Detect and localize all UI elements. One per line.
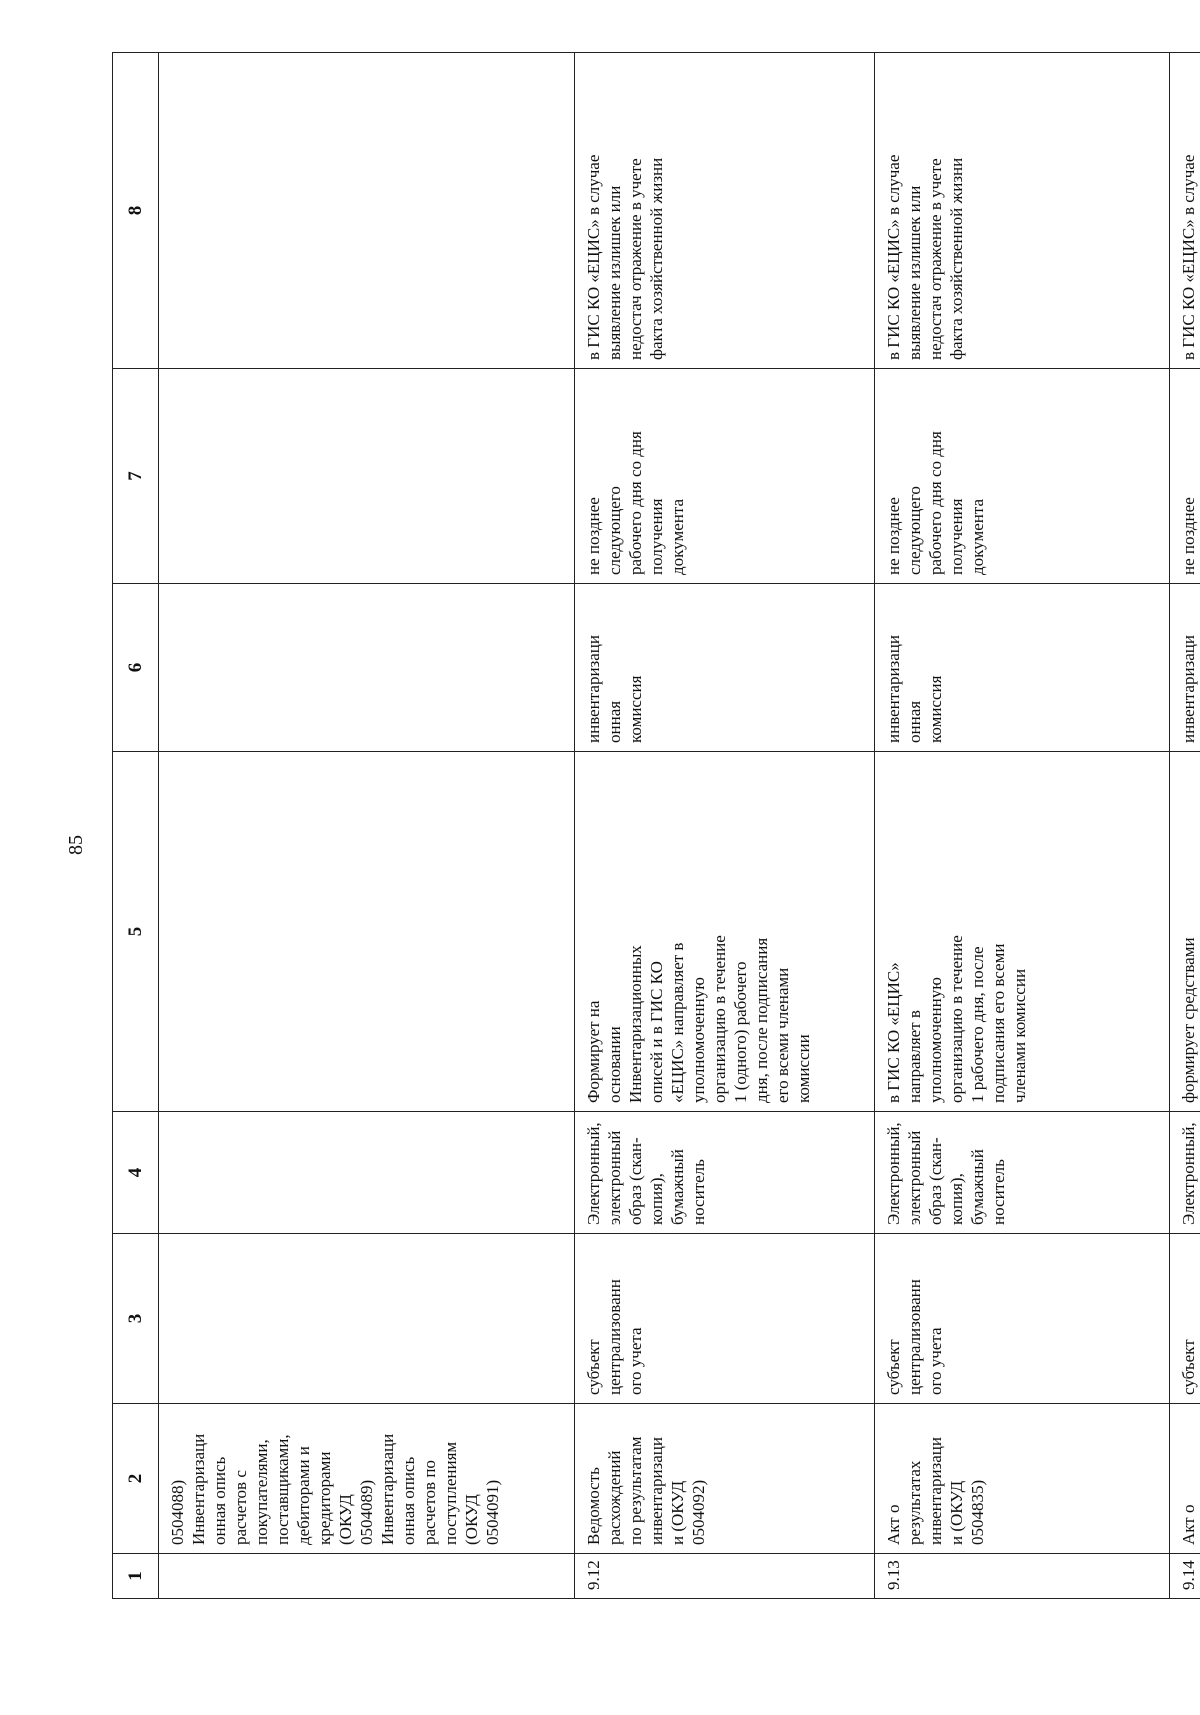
page-number: 85 [65,835,87,855]
header-row [113,53,159,1599]
format-cell: Электронный, электронный образ (скан- копия), бумажный носитель [875,1112,1170,1234]
action-cell: Формирует на основании Инвентаризационных описей и в ГИС КО «ЕЦИС» направляет в уполномоченную организацию в течение 1 (одного) рабочего дня, после подписания его всеми членами комиссии [575,752,875,1112]
table-row [1170,53,1200,1599]
rotated-table-container [112,53,1198,1599]
responsible-cell: инвентаризаци онная комиссия [575,584,875,752]
column-header: 8 [113,53,159,369]
table-row [875,53,1170,1599]
responsible-cell: инвентаризаци онная комиссия [875,584,1170,752]
document-table [112,52,1200,1599]
column-header: 1 [113,1554,159,1599]
column-header: 3 [113,1234,159,1404]
system-cell: в ГИС КО «ЕЦИС» в случае [1170,53,1200,369]
responsible-cell: инвентаризаци [1170,584,1200,752]
row-number-cell: 9.12 [575,1554,875,1599]
document-name-cell: Акт о [1170,1404,1200,1554]
table-row [575,53,875,1599]
row-number-cell: 9.14 [1170,1554,1200,1599]
subject-cell [159,1234,575,1404]
column-header: 2 [113,1404,159,1554]
format-cell [159,1112,575,1234]
deadline-cell: не позднее следующего рабочего дня со дня получения документа [875,369,1170,584]
subject-cell: субъект [1170,1234,1200,1404]
action-cell [159,752,575,1112]
deadline-cell: не позднее [1170,369,1200,584]
row-number-cell: 9.13 [875,1554,1170,1599]
subject-cell: субъект централизованн ого учета [875,1234,1170,1404]
column-header: 5 [113,752,159,1112]
row-number-cell [159,1554,575,1599]
format-cell: Электронный, [1170,1112,1200,1234]
table-row [159,53,575,1599]
document-table-frame [112,53,1198,1599]
system-cell: в ГИС КО «ЕЦИС» в случае выявление излишек или недостач отражение в учете факта хозяйственной жизни [875,53,1170,369]
format-cell: Электронный, электронный образ (скан- копия), бумажный носитель [575,1112,875,1234]
action-cell: в ГИС КО «ЕЦИС» направляет в уполномоченную организацию в течение 1 рабочего дня, после подписания его всеми членами комиссии [875,752,1170,1112]
document-name-cell: 0504088) Инвентаризаци онная опись расчетов с покупателями, поставщиками, дебиторами и кредиторами (ОКУД 0504089) Инвентаризаци онная опись расчетов по поступлениям (ОКУД 0504091) [159,1404,575,1554]
document-name-cell: Ведомость расхождений по результатам инвентаризаци и (ОКУД 0504092) [575,1404,875,1554]
subject-cell: субъект централизованн ого учета [575,1234,875,1404]
system-cell: в ГИС КО «ЕЦИС» в случае выявление излишек или недостач отражение в учете факта хозяйственной жизни [575,53,875,369]
system-cell [159,53,575,369]
deadline-cell: не позднее следующего рабочего дня со дня получения документа [575,369,875,584]
column-header: 6 [113,584,159,752]
deadline-cell [159,369,575,584]
column-header: 7 [113,369,159,584]
document-name-cell: Акт о результатах инвентаризаци и (ОКУД 0504835) [875,1404,1170,1554]
action-cell: формирует средствами [1170,752,1200,1112]
responsible-cell [159,584,575,752]
column-header: 4 [113,1112,159,1234]
